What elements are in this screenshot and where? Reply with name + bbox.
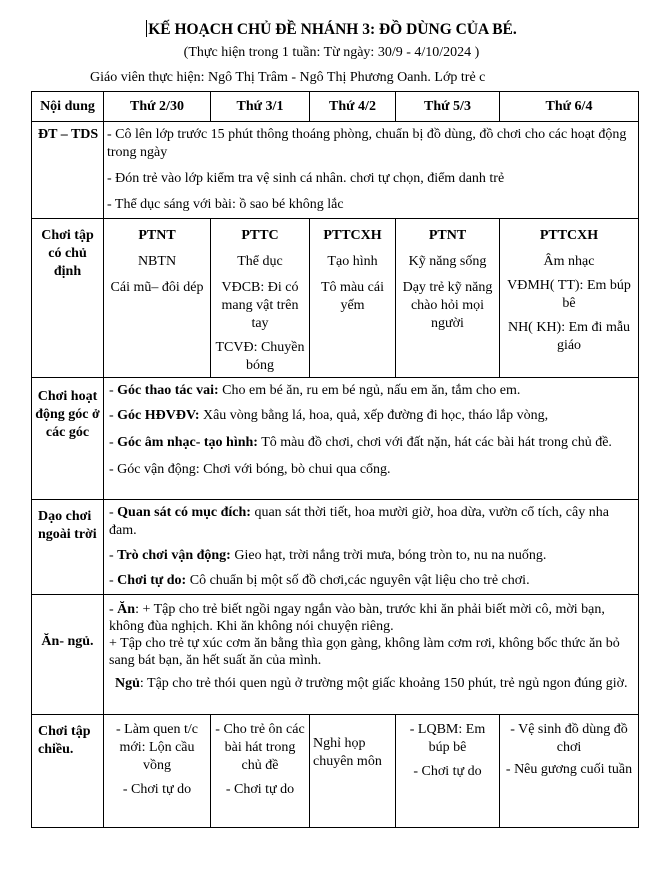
row-content (104, 378, 639, 500)
day-cell: - Làm quen t/c mới: Lộn cầu vồng - Chơi tự do (104, 715, 211, 828)
day-cell: PTNT NBTN Cái mũ– đôi dép (104, 219, 211, 378)
column-header: Nội dung (32, 92, 104, 122)
table-row (32, 595, 639, 715)
table-row (32, 378, 639, 500)
list-item: + Tập cho trẻ tự xúc cơm ăn bằng thìa gọn gàng, không làm cơm rơi, không bốc thức ăn bỏ sang bát bạn, ăn hết suất ăn của mình. (109, 636, 620, 668)
table-row (32, 715, 639, 828)
table-row (32, 122, 639, 219)
column-header: Thứ 4/2 (310, 92, 396, 122)
list-item: - Thể dục sáng với bài: ồ sao bé không lắc (107, 197, 344, 212)
row-content (104, 500, 639, 595)
list-item: Ngủ: Tập cho trẻ thói quen ngủ ở trường một giấc khoảng 150 phút, trẻ ngủ ngon đúng giờ. (115, 676, 628, 691)
table-header-row (32, 92, 639, 122)
column-header: Thứ 5/3 (396, 92, 500, 122)
row-label: Chơi hoạt động góc ở các góc (32, 378, 104, 500)
row-label: Chơi tập chiều. (32, 715, 104, 828)
table-row (32, 500, 639, 595)
list-item: - Góc thao tác vai: Cho em bé ăn, ru em bé ngủ, nấu em ăn, tắm cho em. (109, 383, 521, 398)
row-label: Chơi tập có chủ định (32, 219, 104, 378)
column-header: Thứ 3/1 (211, 92, 310, 122)
list-item: - Cô lên lớp trước 15 phút thông thoáng phòng, chuẩn bị đồ dùng, đồ chơi cho các hoạt động trong ngày (107, 127, 627, 160)
table-row (32, 219, 639, 378)
day-cell: - Vệ sinh đồ dùng đồ chơi - Nêu gương cuối tuần (500, 715, 639, 828)
day-cell: Nghỉ họp chuyên môn (310, 715, 396, 828)
date-range: (Thực hiện trong 1 tuần: Từ ngày: 30/9 - 4/10/2024 ) (183, 45, 480, 60)
day-cell: PTTCXH Tạo hình Tô màu cái yếm (310, 219, 396, 378)
day-cell: PTTC Thể dục VĐCB: Đi có mang vật trên tay TCVĐ: Chuyền bóng (211, 219, 310, 378)
day-cell: PTNT Kỹ năng sống Dạy trẻ kỹ năng chào hỏi mọi người (396, 219, 500, 378)
column-header: Thứ 2/30 (104, 92, 211, 122)
row-label: ĐT – TDS (32, 122, 104, 219)
list-item: - Ăn: + Tập cho trẻ biết ngồi ngay ngắn vào bàn, trước khi ăn phải biết mời cô, mời bạn, không đùa nghịch. Khi ăn không nói chuyện riêng. (109, 602, 605, 634)
row-label: Ăn- ngủ. (32, 595, 104, 715)
list-item: - Góc âm nhạc- tạo hình: Tô màu đồ chơi, chơi với đất nặn, hát các bài hát trong chủ đề. (109, 435, 612, 450)
list-item: - Chơi tự do: Cô chuẩn bị một số đồ chơi,các nguyên vật liệu cho trẻ chơi. (109, 573, 530, 588)
row-content (104, 595, 639, 715)
row-label: Dạo chơi ngoài trời (32, 500, 104, 595)
day-cell: - LQBM: Em búp bê - Chơi tự do (396, 715, 500, 828)
column-header: Thứ 6/4 (500, 92, 639, 122)
page-title: KẾ HOẠCH CHỦ ĐỀ NHÁNH 3: ĐỒ DÙNG CỦA BÉ. (148, 21, 517, 38)
plan-table (31, 91, 639, 828)
day-cell: PTTCXH Âm nhạc VĐMH( TT): Em búp bê NH( KH): Em đi mẫu giáo (500, 219, 639, 378)
list-item: - Trò chơi vận động: Gieo hạt, trời nắng trời mưa, bóng tròn to, nu na nuống. (109, 548, 547, 563)
list-item: - Đón trẻ vào lớp kiểm tra vệ sinh cá nhân. chơi tự chọn, điểm danh trẻ (107, 171, 505, 186)
list-item: - Góc HĐVĐV: Xâu vòng bằng lá, hoa, quả, xếp đường đi học, tháo lắp vòng, (109, 408, 549, 423)
list-item: - Góc vận động: Chơi với bóng, bò chui qua cổng. (109, 462, 391, 477)
day-cell: - Cho trẻ ôn các bài hát trong chủ đề - Chơi tự do (211, 715, 310, 828)
row-content (104, 122, 639, 219)
list-item: - Quan sát có mục đích: quan sát thời tiết, hoa mười giờ, hoa dừa, vườn cổ tích, cây nha đam. (109, 505, 609, 538)
teacher-line: Giáo viên thực hiện: Ngô Thị Trâm - Ngô Thị Phương Oanh. Lớp trẻ c (90, 70, 486, 85)
